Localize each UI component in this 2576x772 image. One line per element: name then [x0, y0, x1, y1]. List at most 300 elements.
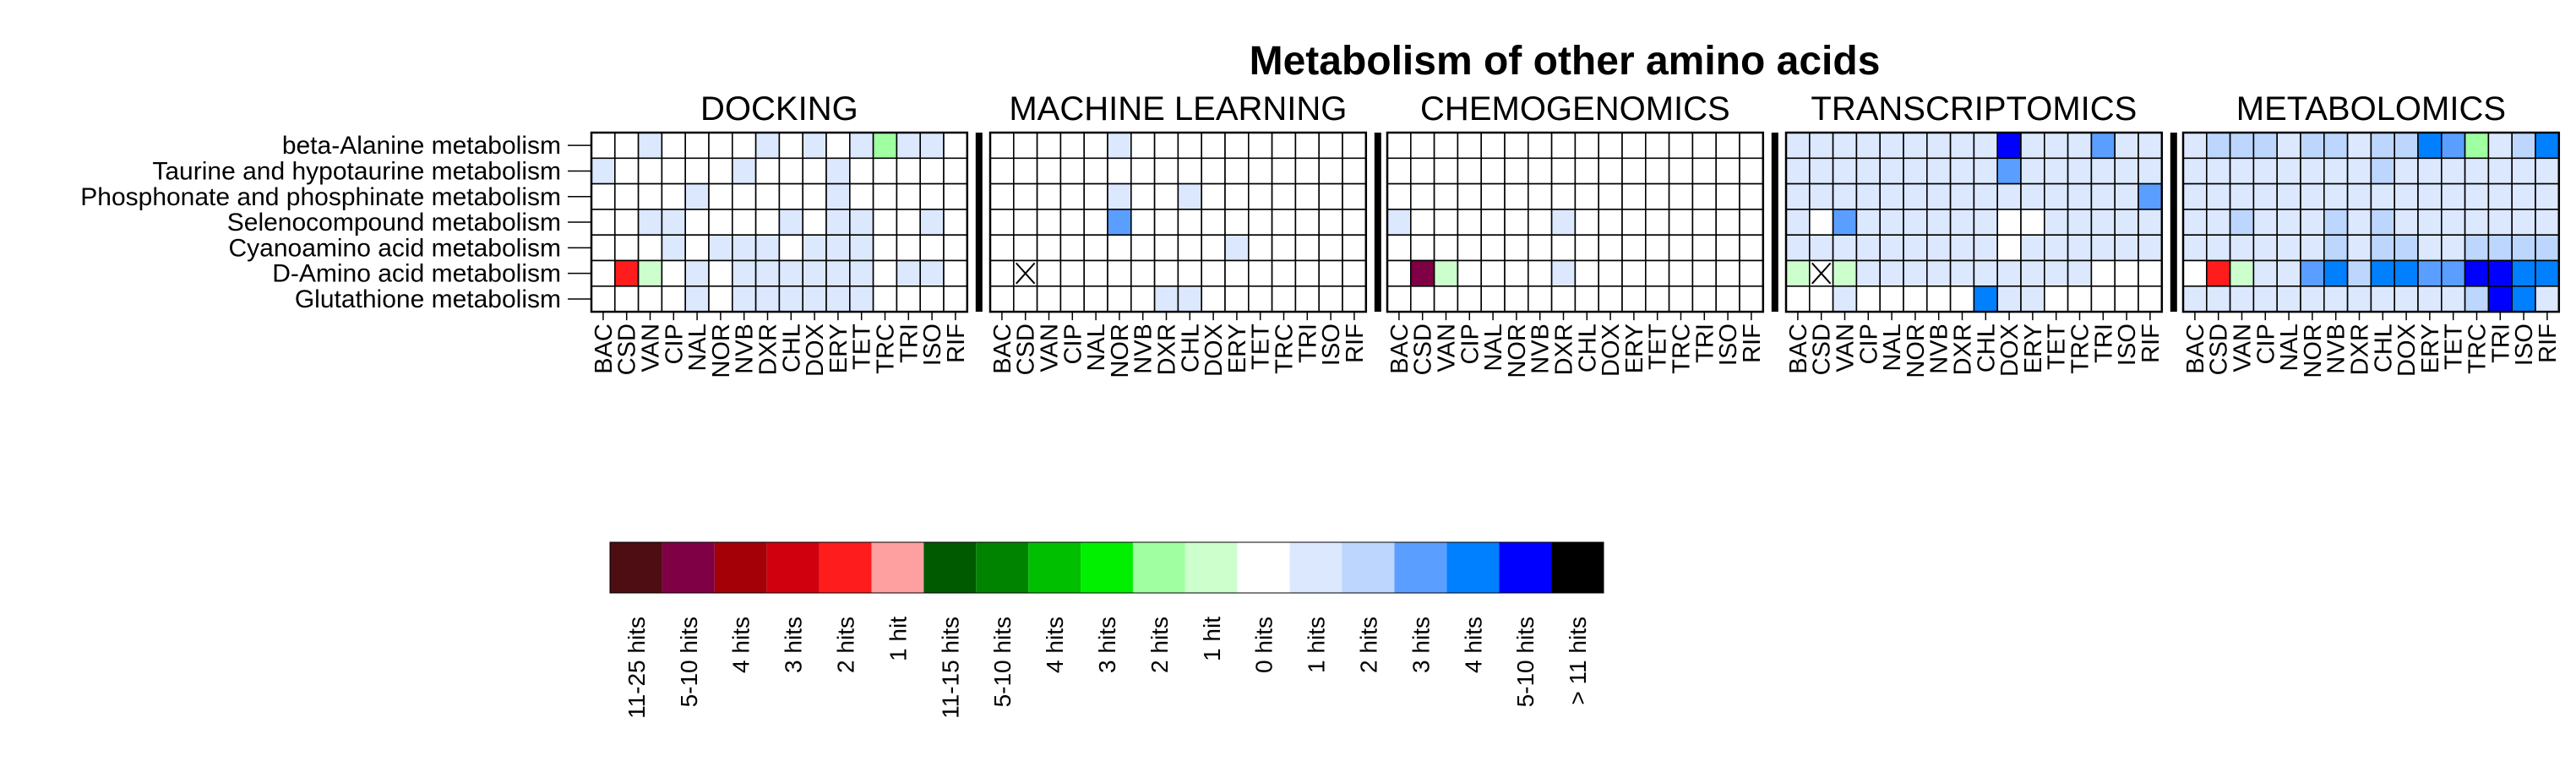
heatmap-cell — [1833, 235, 1857, 260]
heatmap-cell — [1786, 235, 1810, 260]
heatmap-cell — [826, 286, 850, 312]
heatmap-cell — [639, 286, 662, 312]
heatmap-cell — [1435, 286, 1458, 312]
heatmap-cell — [2488, 261, 2512, 286]
heatmap-cell — [2045, 235, 2068, 260]
legend-label: 2 hits — [832, 617, 859, 673]
heatmap-cell — [1319, 261, 1342, 286]
heatmap-cell — [2348, 158, 2372, 183]
heatmap-cell — [615, 133, 639, 158]
legend-label: 3 hits — [780, 617, 807, 673]
col-label: CHL — [778, 323, 806, 373]
col-label: NVB — [2323, 323, 2350, 374]
heatmap-cell — [1411, 133, 1435, 158]
heatmap-cell — [1108, 133, 1131, 158]
heatmap-cell — [1856, 209, 1880, 235]
heatmap-cell — [2045, 133, 2068, 158]
heatmap-cell — [2253, 286, 2277, 312]
heatmap-cell — [1131, 133, 1155, 158]
heatmap-cell — [1927, 158, 1951, 183]
row-label: Phosphonate and phosphinate metabolism — [80, 182, 561, 211]
heatmap-cell — [1997, 235, 2021, 260]
col-label: TRC — [2464, 323, 2492, 374]
heatmap-cell — [732, 261, 756, 286]
heatmap-cell — [1411, 286, 1435, 312]
heatmap-cell — [2488, 209, 2512, 235]
col-label: ISO — [919, 323, 947, 367]
heatmap-cell — [1249, 158, 1272, 183]
heatmap-cell — [662, 261, 685, 286]
heatmap-cell — [1692, 184, 1716, 209]
col-label: DXR — [1153, 323, 1181, 376]
col-label: NAL — [1480, 323, 1508, 372]
heatmap-cell — [2021, 261, 2045, 286]
col-label: NVB — [1130, 323, 1157, 374]
panel-docking — [591, 90, 983, 378]
heatmap-cell — [1435, 209, 1458, 235]
legend-label: > 11 hits — [1565, 617, 1592, 705]
heatmap-cell — [1342, 184, 1366, 209]
heatmap-cell — [874, 209, 897, 235]
heatmap-cell — [1833, 133, 1857, 158]
heatmap-cell — [2183, 158, 2207, 183]
heatmap-cell — [639, 209, 662, 235]
heatmap-cell — [2535, 184, 2559, 209]
heatmap-cell — [896, 133, 920, 158]
heatmap-cell — [1646, 235, 1669, 260]
col-label: DOX — [1996, 323, 2024, 377]
heatmap-cell — [1927, 235, 1951, 260]
heatmap-cell — [1178, 261, 1201, 286]
heatmap-cell — [1997, 286, 2021, 312]
heatmap-cell — [1669, 184, 1693, 209]
heatmap-cell — [1974, 158, 1997, 183]
heatmap-cell — [1669, 158, 1693, 183]
col-label: VAN — [1832, 323, 1860, 372]
heatmap-cell — [920, 235, 944, 260]
heatmap-cell — [1505, 158, 1528, 183]
heatmap-cell — [2021, 286, 2045, 312]
heatmap-cell — [1037, 209, 1061, 235]
heatmap-cell — [1060, 209, 1084, 235]
heatmap-cell — [1319, 158, 1342, 183]
legend-swatch — [1342, 542, 1395, 593]
heatmap-cell — [1457, 286, 1481, 312]
col-label: ERY — [1223, 323, 1251, 374]
heatmap-cell — [1155, 158, 1179, 183]
heatmap-cell — [1552, 209, 1576, 235]
heatmap-cell — [1903, 235, 1927, 260]
heatmap-cell — [1903, 184, 1927, 209]
heatmap-cell — [850, 235, 874, 260]
col-label: VAN — [2229, 323, 2257, 372]
heatmap-cell — [1014, 235, 1037, 260]
heatmap-cell — [2183, 133, 2207, 158]
heatmap-cell — [1692, 158, 1716, 183]
heatmap-cell — [874, 235, 897, 260]
col-label: ERY — [1620, 323, 1648, 374]
heatmap-cell — [779, 158, 803, 183]
heatmap-cell — [1505, 235, 1528, 260]
heatmap-cell — [662, 209, 685, 235]
heatmap-cell — [2535, 235, 2559, 260]
heatmap-cell — [1272, 286, 1296, 312]
heatmap-cell — [1131, 235, 1155, 260]
heatmap-cell — [1060, 286, 1084, 312]
heatmap-cell — [779, 209, 803, 235]
heatmap-cell — [639, 184, 662, 209]
legend-swatch — [923, 542, 976, 593]
col-label: BAC — [590, 323, 618, 374]
heatmap-cell — [2301, 209, 2324, 235]
col-label: NAL — [684, 323, 712, 372]
heatmap-cell — [2371, 235, 2394, 260]
heatmap-cell — [1084, 209, 1108, 235]
col-label: CIP — [1059, 323, 1087, 365]
heatmap-cell — [2068, 286, 2092, 312]
col-label: CSD — [1012, 323, 1040, 376]
heatmap-cell — [1131, 261, 1155, 286]
heatmap-cell — [1037, 133, 1061, 158]
heatmap-cell — [2021, 235, 2045, 260]
heatmap-cell — [944, 184, 967, 209]
heatmap-cell — [756, 261, 780, 286]
panel-separator — [1375, 133, 1381, 312]
col-label: NOR — [1106, 323, 1134, 378]
heatmap-cell — [2371, 133, 2394, 158]
heatmap-cell — [1997, 158, 2021, 183]
heatmap-cell — [1108, 184, 1131, 209]
heatmap-cell — [1575, 184, 1598, 209]
heatmap-cell — [1178, 209, 1201, 235]
col-label: ISO — [2511, 323, 2539, 367]
chart-title: Metabolism of other amino acids — [1249, 39, 1881, 84]
legend-label: 5-10 hits — [989, 617, 1016, 708]
heatmap-cell — [2418, 286, 2442, 312]
heatmap-cell — [2207, 235, 2230, 260]
heatmap-cell — [1575, 133, 1598, 158]
heatmap-cell — [1740, 235, 1763, 260]
heatmap-cell — [896, 184, 920, 209]
col-label: DOX — [1201, 323, 1228, 377]
heatmap-cell — [803, 209, 826, 235]
heatmap-cell — [2138, 235, 2162, 260]
heatmap-cell — [1740, 261, 1763, 286]
heatmap-cell — [2348, 209, 2372, 235]
heatmap-cell — [896, 261, 920, 286]
heatmap-cell — [1225, 184, 1249, 209]
heatmap-cell — [1833, 184, 1857, 209]
heatmap-cell — [1457, 261, 1481, 286]
heatmap-cell — [2535, 158, 2559, 183]
heatmap-cell — [1225, 133, 1249, 158]
heatmap-cell — [2512, 133, 2535, 158]
heatmap-cell — [2115, 158, 2138, 183]
col-label: DOX — [802, 323, 830, 377]
heatmap-cell — [1481, 286, 1505, 312]
heatmap-cell — [2535, 209, 2559, 235]
heatmap-cell — [1435, 261, 1458, 286]
heatmap-cell — [1598, 235, 1622, 260]
heatmap-cell — [1669, 133, 1693, 158]
panel-separator — [976, 133, 983, 312]
heatmap-cell — [2207, 286, 2230, 312]
heatmap-cell — [2301, 133, 2324, 158]
col-label: ISO — [1715, 323, 1743, 367]
col-label: ERY — [825, 323, 852, 374]
col-label: TRC — [2067, 323, 2094, 374]
heatmap-cell — [944, 235, 967, 260]
heatmap-cell — [1014, 133, 1037, 158]
heatmap-cell — [1014, 158, 1037, 183]
heatmap-cell — [2230, 158, 2254, 183]
heatmap-cell — [1903, 133, 1927, 158]
heatmap-cell — [2301, 158, 2324, 183]
heatmap-cell — [1505, 209, 1528, 235]
heatmap-cell — [2394, 209, 2418, 235]
heatmap-cell — [2253, 133, 2277, 158]
heatmap-cell — [2535, 286, 2559, 312]
heatmap-cell — [2324, 209, 2348, 235]
heatmap-cell — [1997, 133, 2021, 158]
heatmap-cell — [1927, 133, 1951, 158]
heatmap-cell — [639, 261, 662, 286]
heatmap-cell — [685, 158, 709, 183]
heatmap-cell — [1880, 133, 1903, 158]
heatmap-cell — [2277, 184, 2301, 209]
heatmap-cell — [1037, 261, 1061, 286]
heatmap-cell — [1622, 235, 1646, 260]
heatmap-cell — [1060, 133, 1084, 158]
heatmap-cell — [1295, 209, 1319, 235]
heatmap-cell — [709, 209, 732, 235]
heatmap-cell — [1598, 286, 1622, 312]
heatmap-cell — [1319, 184, 1342, 209]
panel-transcriptomics — [1785, 90, 2177, 378]
heatmap-cell — [1178, 184, 1201, 209]
heatmap-cell — [2324, 158, 2348, 183]
heatmap-cell — [732, 158, 756, 183]
heatmap-cell — [2488, 184, 2512, 209]
heatmap-cell — [2277, 133, 2301, 158]
heatmap-cell — [944, 133, 967, 158]
heatmap-cell — [803, 133, 826, 158]
heatmap-cell — [1249, 235, 1272, 260]
col-label: TET — [848, 323, 876, 370]
heatmap-cell — [1598, 209, 1622, 235]
heatmap-cell — [1575, 261, 1598, 286]
panel-chemogenomics — [1386, 90, 1778, 378]
col-label: NVB — [731, 323, 759, 374]
col-label: CHL — [2370, 323, 2398, 373]
heatmap-cell — [2068, 133, 2092, 158]
col-label: RIF — [942, 323, 970, 363]
heatmap-cell — [615, 184, 639, 209]
heatmap-cell — [2465, 184, 2489, 209]
heatmap-cell — [2091, 261, 2115, 286]
heatmap-cell — [1084, 261, 1108, 286]
heatmap-cell — [2324, 184, 2348, 209]
heatmap-cell — [1084, 184, 1108, 209]
heatmap-cell — [1810, 209, 1833, 235]
heatmap-cell — [1951, 133, 1974, 158]
heatmap-cell — [1786, 209, 1810, 235]
heatmap-cell — [2021, 158, 2045, 183]
heatmap-cell — [1131, 184, 1155, 209]
heatmap-cell — [2324, 235, 2348, 260]
heatmap-cell — [709, 133, 732, 158]
legend-swatch — [1499, 542, 1551, 593]
col-label: TRC — [1271, 323, 1299, 374]
heatmap-cell — [2394, 133, 2418, 158]
heatmap-cell — [2465, 158, 2489, 183]
heatmap-cell — [1622, 261, 1646, 286]
heatmap-cell — [591, 133, 615, 158]
heatmap-cell — [1249, 209, 1272, 235]
panel-header: TRANSCRIPTOMICS — [1811, 90, 2138, 128]
legend-label: 11-15 hits — [937, 617, 964, 719]
heatmap-cell — [685, 261, 709, 286]
heatmap-cell — [1272, 133, 1296, 158]
heatmap-cell — [1927, 209, 1951, 235]
heatmap-cell — [1622, 133, 1646, 158]
heatmap-cell — [2138, 184, 2162, 209]
heatmap-cell — [1342, 235, 1366, 260]
heatmap-cell — [662, 235, 685, 260]
heatmap-cell — [2394, 158, 2418, 183]
heatmap-cell — [1740, 286, 1763, 312]
heatmap-cell — [1387, 209, 1411, 235]
heatmap-cell — [1598, 261, 1622, 286]
col-label: TET — [2043, 323, 2071, 370]
col-label: NOR — [1902, 323, 1930, 378]
heatmap-cell — [1598, 184, 1622, 209]
heatmap-cell — [2418, 184, 2442, 209]
heatmap-cell — [803, 286, 826, 312]
heatmap-cell — [1249, 184, 1272, 209]
heatmap-cell — [615, 235, 639, 260]
heatmap-cell — [639, 235, 662, 260]
panel-header: CHEMOGENOMICS — [1420, 90, 1730, 128]
col-label: ERY — [2416, 323, 2444, 374]
heatmap-cell — [1295, 286, 1319, 312]
legend-swatch — [1185, 542, 1238, 593]
legend-label: 4 hits — [1042, 617, 1069, 673]
heatmap-cell — [2465, 261, 2489, 286]
row-label: Taurine and hypotaurine metabolism — [152, 157, 561, 186]
col-label: TRI — [1691, 323, 1719, 363]
row-label: Glutathione metabolism — [294, 285, 561, 313]
heatmap-cell — [874, 133, 897, 158]
heatmap-cell — [685, 235, 709, 260]
heatmap-cell — [1669, 286, 1693, 312]
heatmap-cell — [2512, 286, 2535, 312]
col-label: NAL — [2276, 323, 2304, 372]
heatmap-cell — [874, 261, 897, 286]
heatmap-cell — [2230, 235, 2254, 260]
heatmap-cell — [1646, 184, 1669, 209]
heatmap-cell — [2512, 235, 2535, 260]
heatmap-cell — [1295, 184, 1319, 209]
heatmap-cell — [1155, 261, 1179, 286]
col-label: TRI — [2487, 323, 2515, 363]
heatmap-cell — [2068, 209, 2092, 235]
heatmap-cell — [1692, 235, 1716, 260]
panels-layer — [591, 90, 2562, 378]
col-label: TRC — [1668, 323, 1696, 374]
heatmap-cell — [709, 261, 732, 286]
heatmap-cell — [1014, 184, 1037, 209]
heatmap-cell — [1786, 158, 1810, 183]
heatmap-cell — [1810, 158, 1833, 183]
heatmap-cell — [2138, 158, 2162, 183]
heatmap-cell — [2418, 209, 2442, 235]
heatmap-cell — [1622, 286, 1646, 312]
heatmap-cell — [1505, 133, 1528, 158]
heatmap-cell — [1951, 184, 1974, 209]
heatmap-cell — [591, 158, 615, 183]
heatmap-cell — [2115, 286, 2138, 312]
panel-separator — [1772, 133, 1778, 312]
heatmap-cell — [1387, 184, 1411, 209]
legend-label: 11-25 hits — [623, 617, 650, 719]
heatmap-cell — [1646, 158, 1669, 183]
heatmap-cell — [2138, 261, 2162, 286]
heatmap-cell — [1669, 261, 1693, 286]
heatmap-cell — [1249, 261, 1272, 286]
heatmap-cell — [1528, 261, 1552, 286]
heatmap-cell — [2091, 209, 2115, 235]
heatmap-cell — [1927, 261, 1951, 286]
heatmap-cell — [2183, 209, 2207, 235]
heatmap-cell — [920, 184, 944, 209]
heatmap-cell — [1997, 261, 2021, 286]
heatmap-cell — [2230, 261, 2254, 286]
legend-label: 1 hit — [885, 617, 912, 661]
heatmap-cell — [1060, 261, 1084, 286]
col-label: ERY — [2019, 323, 2047, 374]
heatmap-cell — [1387, 286, 1411, 312]
heatmap-cell — [1435, 158, 1458, 183]
heatmap-cell — [1014, 209, 1037, 235]
heatmap-cell — [2535, 133, 2559, 158]
heatmap-cell — [1481, 158, 1505, 183]
heatmap-cell — [1411, 209, 1435, 235]
heatmap-cell — [1295, 133, 1319, 158]
heatmap-cell — [1481, 209, 1505, 235]
heatmap-cell — [2068, 184, 2092, 209]
col-label: DOX — [1598, 323, 1626, 377]
heatmap-cell — [1528, 133, 1552, 158]
heatmap-cell — [2230, 184, 2254, 209]
heatmap-cell — [1880, 209, 1903, 235]
heatmap-cell — [2324, 286, 2348, 312]
heatmap-cell — [2207, 158, 2230, 183]
heatmap-cell — [685, 286, 709, 312]
heatmap-cell — [2277, 286, 2301, 312]
row-label: Cyanoamino acid metabolism — [228, 234, 561, 263]
heatmap-cell — [2371, 158, 2394, 183]
heatmap-cell — [2324, 133, 2348, 158]
legend-swatch — [1446, 542, 1499, 593]
heatmap-cell — [1155, 209, 1179, 235]
heatmap-cell — [1856, 158, 1880, 183]
heatmap-cell — [591, 209, 615, 235]
col-label: ISO — [2114, 323, 2142, 367]
heatmap-cell — [1295, 158, 1319, 183]
heatmap-cell — [1201, 209, 1225, 235]
col-label: NOR — [1503, 323, 1531, 378]
